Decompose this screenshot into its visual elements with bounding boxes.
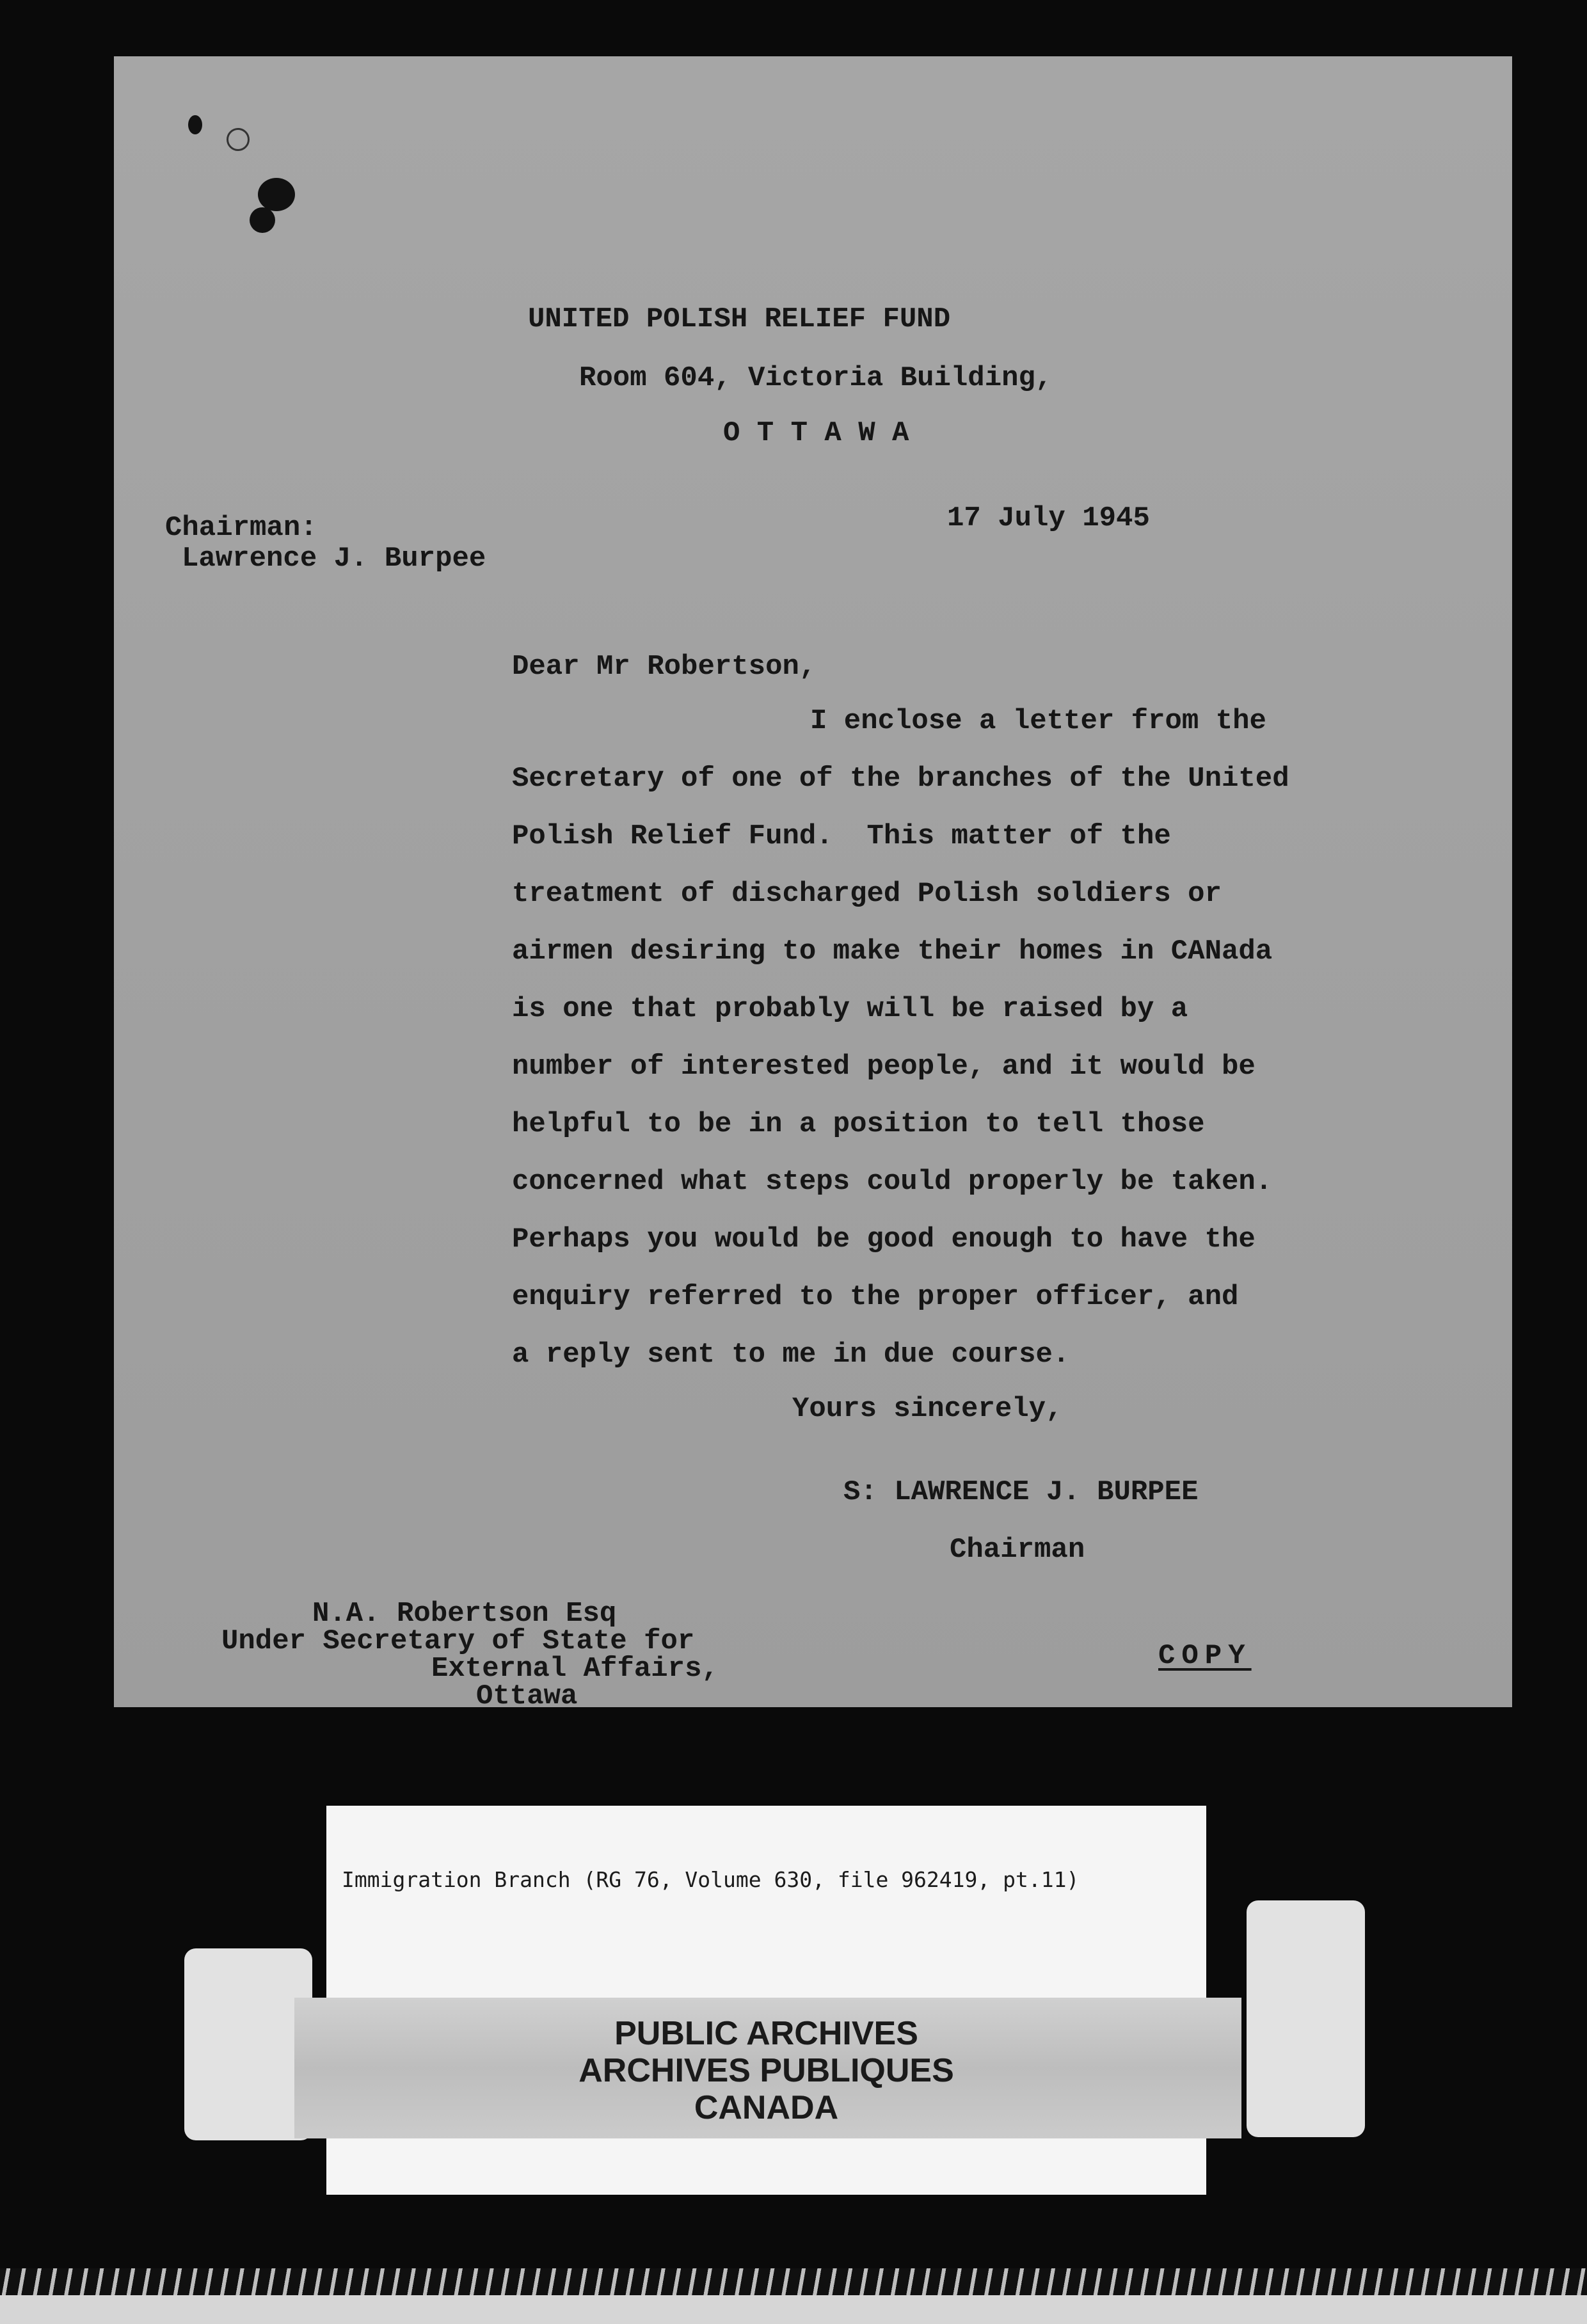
stamp-line-3: CANADA — [694, 2089, 839, 2126]
body-line: Polish Relief Fund. This matter of the — [512, 820, 1171, 852]
chairman-label: Chairman: — [165, 512, 317, 544]
ink-blot-small — [250, 207, 275, 233]
salutation: Dear Mr Robertson, — [512, 651, 817, 683]
body-line: Perhaps you would be good enough to have the — [512, 1223, 1256, 1255]
letterhead-city: O T T A W A — [723, 417, 909, 449]
body-line: I enclose a letter from the — [810, 705, 1266, 737]
body-line: treatment of discharged Polish soldiers or — [512, 878, 1222, 910]
letterhead-address: Room 604, Victoria Building, — [579, 362, 1053, 394]
punch-hole-mark — [227, 128, 250, 151]
body-line: Secretary of one of the branches of the United — [512, 763, 1289, 795]
letter-page — [114, 56, 1512, 1707]
recipient-name: N.A. Robertson Esq — [312, 1598, 617, 1630]
recipient-title: Under Secretary of State for — [221, 1625, 695, 1657]
stamp-line-1: PUBLIC ARCHIVES — [614, 2015, 918, 2052]
ink-mark — [188, 115, 202, 134]
archive-stamp — [326, 2017, 1206, 2132]
chairman-name: Lawrence J. Burpee — [182, 543, 486, 575]
recipient-department: External Affairs, — [431, 1653, 719, 1685]
body-line: enquiry referred to the proper officer, and — [512, 1281, 1239, 1313]
archive-reference: Immigration Branch (RG 76, Volume 630, file 962419, pt.11) — [342, 1867, 1080, 1892]
archive-reference-card — [326, 1806, 1206, 2195]
recipient-city: Ottawa — [476, 1682, 578, 1705]
copy-mark: COPY — [1158, 1640, 1252, 1672]
tape-end-left — [184, 1948, 312, 2140]
body-line: is one that probably will be raised by a — [512, 993, 1188, 1025]
signature: S: LAWRENCE J. BURPEE — [843, 1476, 1199, 1508]
ink-blot — [258, 178, 295, 211]
body-line: helpful to be in a position to tell those — [512, 1108, 1205, 1140]
body-line: number of interested people, and it would be — [512, 1051, 1256, 1083]
tape-end-right — [1247, 1900, 1365, 2137]
letter-date: 17 July 1945 — [947, 502, 1150, 534]
film-edge — [0, 2268, 1587, 2324]
stamp-line-2: ARCHIVES PUBLIQUES — [578, 2052, 954, 2089]
signature-title: Chairman — [950, 1534, 1085, 1566]
letterhead-org: UNITED POLISH RELIEF FUND — [528, 303, 951, 335]
body-line: concerned what steps could properly be taken. — [512, 1166, 1273, 1198]
body-line: airmen desiring to make their homes in CANada — [512, 935, 1273, 967]
body-line: a reply sent to me in due course. — [512, 1339, 1070, 1371]
closing: Yours sincerely, — [792, 1393, 1063, 1425]
